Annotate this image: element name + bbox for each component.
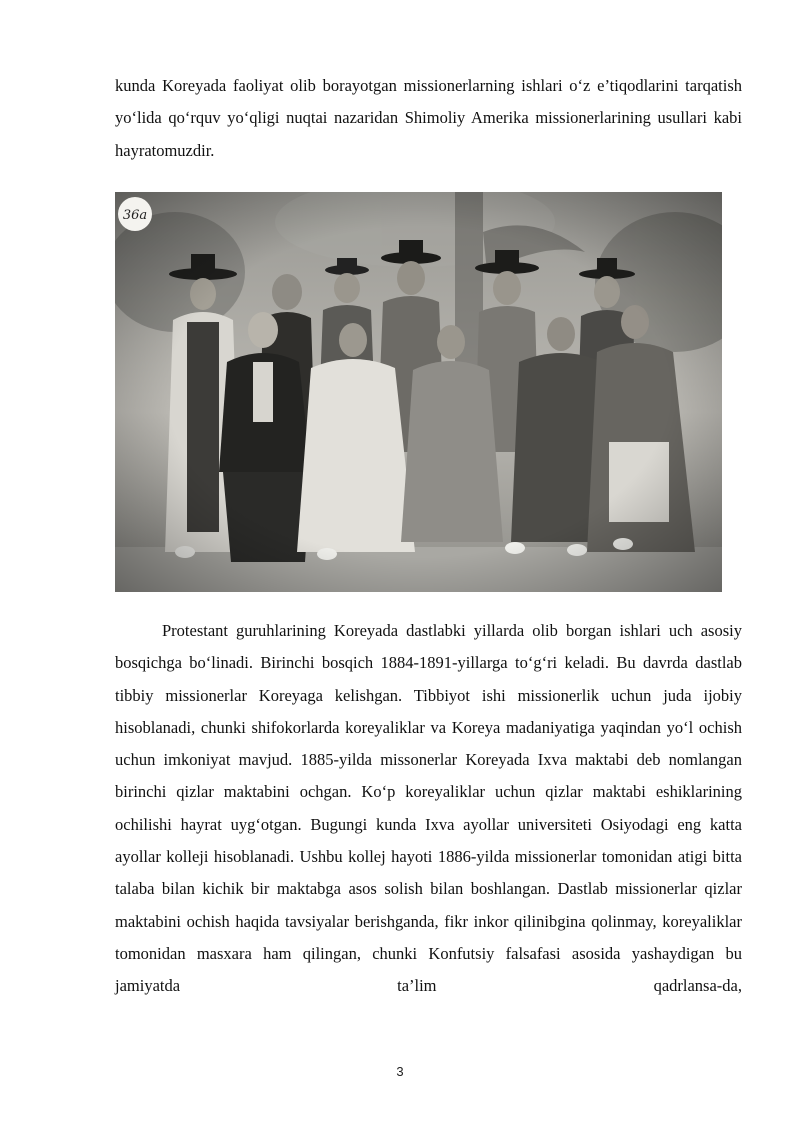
historical-group-photo <box>115 192 722 592</box>
paragraph-top: kunda Koreyada faoliyat olib borayotgan missionerlarning ishlari o‘z e’tiqodlarini tarqatish yo‘lida qo‘rquv yo‘qligi nuqtai nazaridan Shimoliy Amerika missionerlarining usullari kabi hayratomuzdir. <box>115 76 742 160</box>
photo-vignette <box>115 192 722 592</box>
handwritten-mark-text: 36a <box>122 208 148 223</box>
photo-illustration <box>115 192 722 592</box>
page-number: 3 <box>396 1064 404 1079</box>
handwritten-number-mark <box>118 197 152 231</box>
paragraph-main: Protestant guruhlarining Koreyada dastlabki yillarda olib borgan ishlari uch asosiy bosqichga bo‘linadi. Birinchi bosqich 1884-1891-yillarga to‘g‘ri keladi. Bu davrda dastlab tibbiy missionerlar Koreyaga kelishgan. Tibbiyot ishi missionerlik uchun juda ijobiy hisoblanadi, chunki shifokorlarda koreyaliklar va Koreya madaniyatiga yaqindan yo‘l ochish uchun imkoniyat mavjud. 1885-yilda missonerlar Koreyada Ixva maktabi deb nomlangan birinchi qizlar maktabini ochgan. Ko‘p koreyaliklar uchun qizlar maktabi eshiklarining ochilishi hayrat uyg‘otgan. Bugungi kunda Ixva ayollar universiteti Osiyodagi eng katta ayollar kolleji hisoblanadi. Ushbu kollej hayoti 1886-yilda missionerlar tomonidan atigi bitta talaba bilan kichik bir maktabga asos solish bilan boshlangan. Dastlab missionerlar qizlar maktabini ochish haqida tavsiyalar berishganda, fikr inkor qilinibgina qolinmay, koreyaliklar tomonidan masxara ham qilingan, chunki Konfutsiy falsafasi asosida yashaydigan bu jamiyatda ta’lim qadrlansa-da, <box>115 621 742 996</box>
